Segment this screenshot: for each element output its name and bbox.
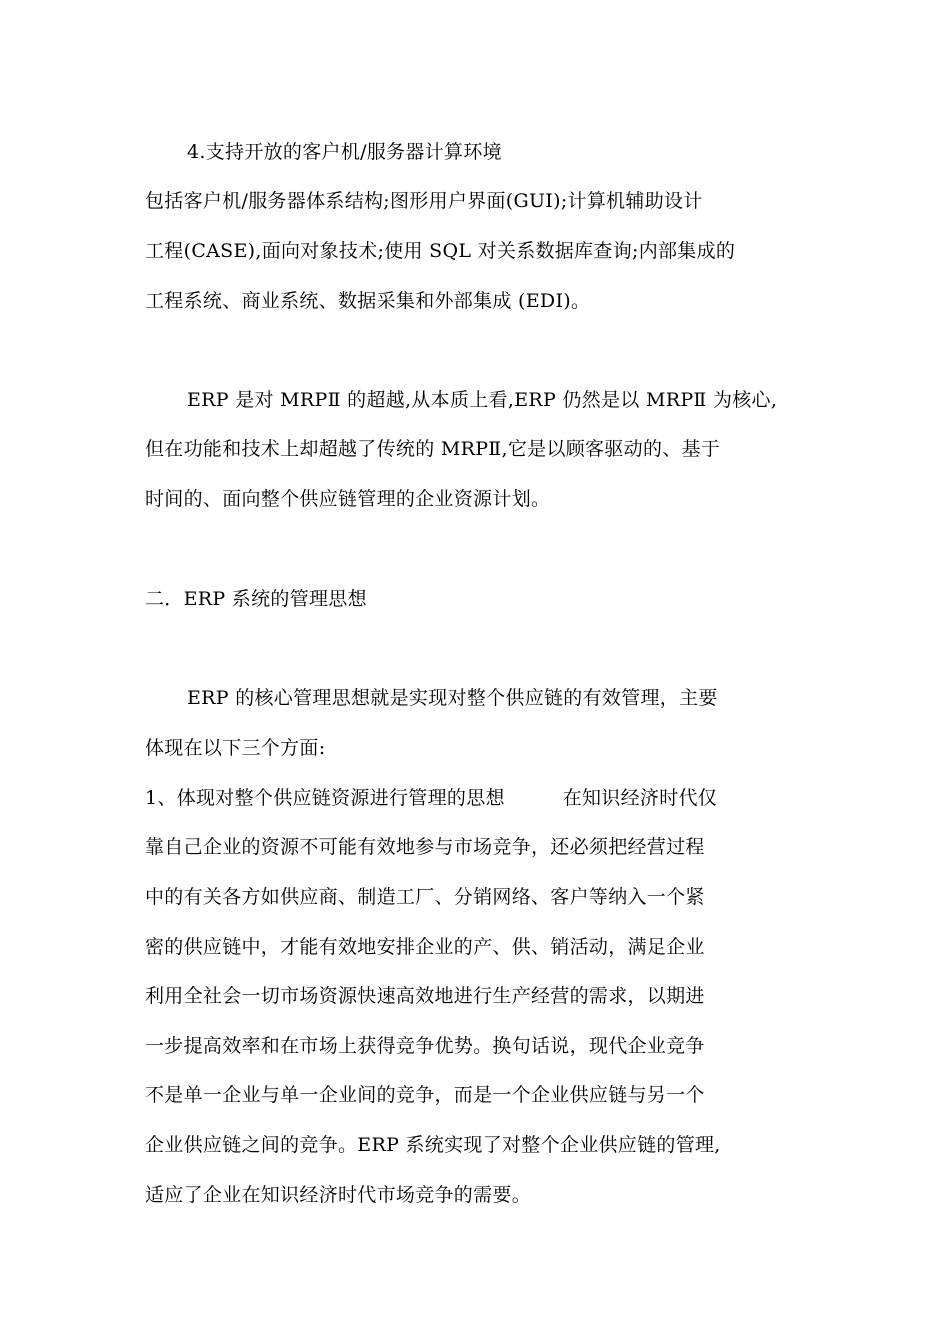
paragraph-line: 密的供应链中，才能有效地安排企业的产、供、销活动，满足企业 bbox=[145, 936, 705, 958]
paragraph-line: 企业供应链之间的竞争。ERP 系统实现了对整个企业供应链的管理, bbox=[145, 1134, 721, 1156]
paragraph-line: 中的有关各方如供应商、制造工厂、分销网络、客户等纳入一个紧 bbox=[145, 886, 705, 908]
paragraph-line: 工程(CASE),面向对象技术;使用 SQL 对关系数据库查询;内部集成的 bbox=[145, 240, 736, 262]
paragraph-line: 适应了企业在知识经济时代市场竞争的需要。 bbox=[145, 1184, 532, 1206]
paragraph-line: 靠自己企业的资源不可能有效地参与市场竞争，还必须把经营过程 bbox=[145, 836, 705, 858]
paragraph-line: 一步提高效率和在市场上获得竞争优势。换句话说，现代企业竞争 bbox=[145, 1035, 705, 1057]
part-heading: 二．ERP 系统的管理思想 bbox=[145, 588, 367, 610]
paragraph-line: 工程系统、商业系统、数据采集和外部集成 (EDI)。 bbox=[145, 290, 591, 312]
paragraph-line: 体现在以下三个方面: bbox=[145, 737, 326, 759]
paragraph-line: ERP 的核心管理思想就是实现对整个供应链的有效管理，主要 bbox=[187, 687, 718, 709]
paragraph-line: 但在功能和技术上却超越了传统的 MRPⅡ,它是以顾客驱动的、基于 bbox=[145, 438, 721, 460]
section-heading: 4.支持开放的客户机/服务器计算环境 bbox=[187, 141, 502, 163]
paragraph-line: 1、体现对整个供应链资源进行管理的思想 在知识经济时代仅 bbox=[145, 787, 718, 809]
paragraph-line: 时间的、面向整个供应链管理的企业资源计划。 bbox=[145, 488, 551, 510]
paragraph-line: 包括客户机/服务器体系结构;图形用户界面(GUI);计算机辅助设计 bbox=[145, 190, 703, 212]
paragraph-line: 不是单一企业与单一企业间的竞争，而是一个企业供应链与另一个 bbox=[145, 1084, 705, 1106]
paragraph-line: ERP 是对 MRPⅡ 的超越,从本质上看,ERP 仍然是以 MRPⅡ 为核心, bbox=[187, 389, 778, 411]
paragraph-line: 利用全社会一切市场资源快速高效地进行生产经营的需求，以期进 bbox=[145, 985, 705, 1007]
